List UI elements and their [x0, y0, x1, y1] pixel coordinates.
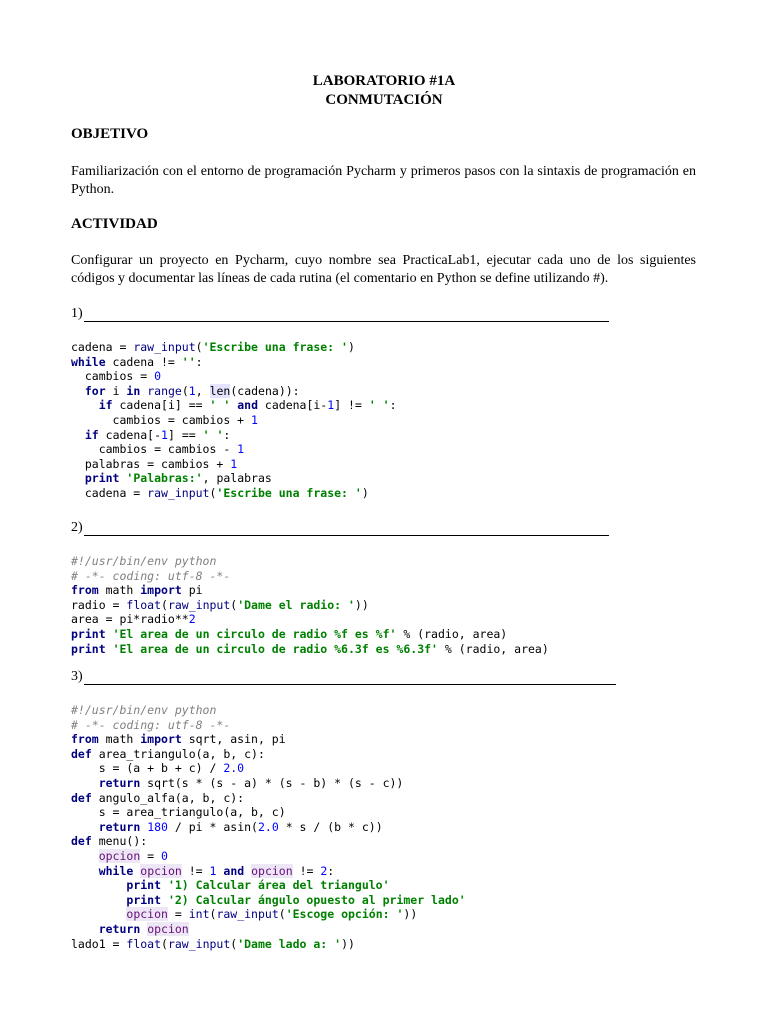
- objective-paragraph: Familiarización con el entorno de programación Pycharm y primeros pasos con la sintaxis de programación en Python.: [71, 164, 696, 197]
- section-number: 1): [71, 306, 83, 321]
- objective-heading: OBJETIVO: [71, 126, 149, 142]
- section-2-label: [71, 520, 609, 536]
- code-block-2: #!/usr/bin/env python # -*- coding: utf-8 -*- from math import pi radio = float(raw_input('Dame el radio: ')) area = pi*radio**2 print 'El area de un circulo de radio %f es %f' % (radio, area) print 'El area de un circulo de radio %6.3f es %6.3f' % (radio, area): [71, 554, 549, 656]
- answer-line: [84, 671, 616, 685]
- answer-line: [84, 522, 609, 536]
- answer-line: [84, 308, 609, 322]
- code-block-1: cadena = raw_input('Escribe una frase: ') while cadena != '': cambios = 0 for i in range(1, len(cadena)): if cadena[i] == ' ' and cadena[i-1] != ' ': cambios = cambios + 1 if cadena[-1] == ' ': cambios = cambios - 1 palabras = cambios + 1 print 'Palabras:', palabras cadena = raw_input('Escribe una frase: '): [71, 340, 397, 500]
- document-subtitle: CONMUTACIÓN: [325, 92, 443, 108]
- section-3-label: [71, 669, 616, 685]
- section-1-label: [71, 306, 609, 322]
- document-title: LABORATORIO #1A: [312, 73, 456, 89]
- activity-paragraph: Configurar un proyecto en Pycharm, cuyo nombre sea PracticaLab1, ejecutar cada uno de los siguientes códigos y documentar las líneas de cada rutina (el comentario en Python se define utilizando #).: [71, 253, 696, 286]
- section-number: 2): [71, 520, 83, 535]
- section-number: 3): [71, 669, 83, 684]
- activity-heading: ACTIVIDAD: [71, 216, 158, 232]
- code-block-3: #!/usr/bin/env python # -*- coding: utf-8 -*- from math import sqrt, asin, pi def area_triangulo(a, b, c): s = (a + b + c) / 2.0 return sqrt(s * (s - a) * (s - b) * (s - c)) def angulo_alfa(a, b, c): s = area_triangulo(a, b, c) return 180 / pi * asin(2.0 * s / (b * c)) def menu(): opcion = 0 while opcion != 1 and opcion != 2: print '1) Calcular área del triangulo' print '2) Calcular ángulo opuesto al primer lado' opcion = int(raw_input('Escoge opción: ')) return opcion lado1 = float(raw_input('Dame lado a: ')): [71, 703, 466, 951]
